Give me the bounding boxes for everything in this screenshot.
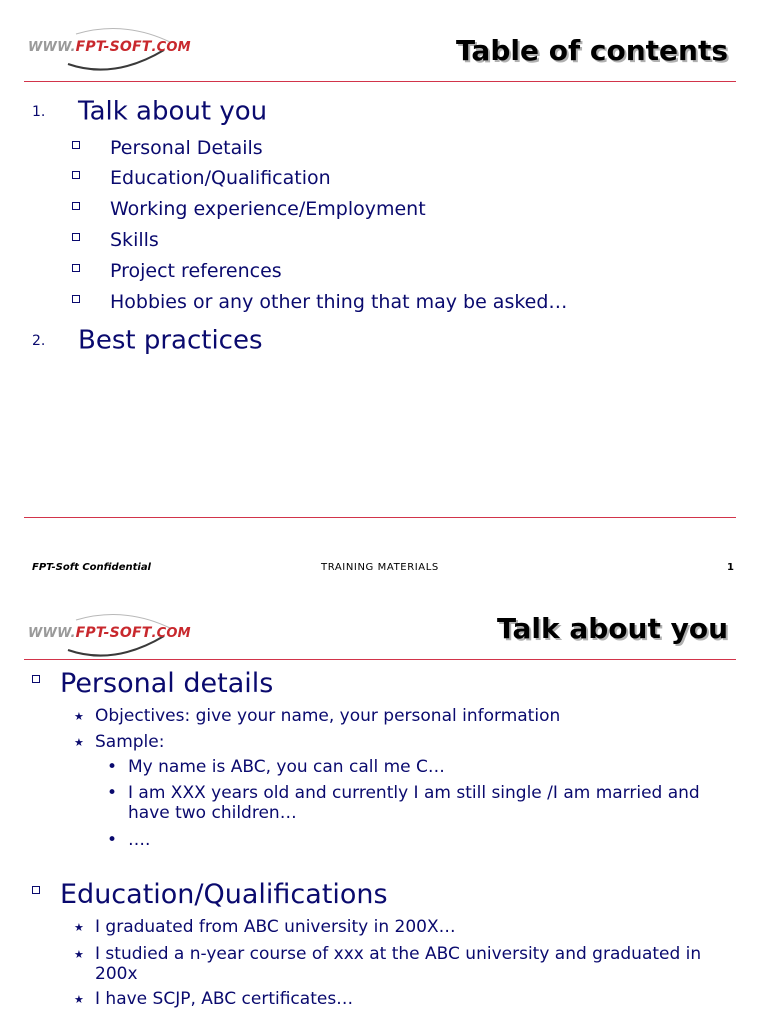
slide-title: Talk about you	[496, 612, 728, 645]
section-heading-label: Education/Qualifications	[60, 879, 388, 910]
slide-title: Table of contents	[455, 34, 728, 67]
toc-item-talk-about-you	[32, 96, 267, 127]
logo-text	[28, 625, 191, 641]
star-bullet-icon: ★	[74, 948, 84, 961]
list-item	[74, 732, 714, 752]
list-item	[74, 917, 714, 937]
toc-label: Best practices	[78, 325, 263, 356]
dot-bullet-icon: •	[107, 783, 118, 803]
star-bullet-icon: ★	[74, 710, 84, 723]
slide-talk-about-you	[0, 586, 768, 1024]
toc-subitem	[72, 198, 426, 220]
list-item-text: I graduated from ABC university in 200X…	[95, 917, 456, 937]
toc-subitem-label: Working experience/Employment	[110, 198, 426, 220]
toc-subitem-label: Project references	[110, 260, 282, 282]
toc-label: Talk about you	[78, 96, 268, 127]
toc-subitem	[72, 291, 567, 313]
fpt-soft-logo	[24, 20, 191, 76]
star-bullet-icon: ★	[74, 993, 84, 1006]
footer-confidential: FPT-Soft Confidential	[32, 562, 151, 573]
toc-subitem	[72, 260, 282, 282]
sample-item-text: My name is ABC, you can call me C…	[128, 757, 445, 777]
list-item-text: I have SCJP, ABC certificates…	[95, 989, 354, 1009]
list-item	[74, 706, 714, 726]
toc-subitem-label: Skills	[110, 229, 159, 251]
square-bullet-icon	[72, 295, 80, 303]
fpt-soft-logo	[24, 606, 191, 662]
square-bullet-icon	[72, 171, 80, 179]
toc-number: 1.	[32, 103, 46, 120]
logo-fpt: FPT-SOFT	[75, 39, 152, 55]
toc-subitem	[72, 137, 263, 159]
footer-divider	[24, 517, 736, 518]
title-divider	[24, 659, 736, 660]
logo-www: WWW.	[28, 626, 76, 641]
section-heading-education	[32, 879, 388, 910]
star-bullet-icon: ★	[74, 736, 84, 749]
dot-bullet-icon: •	[107, 757, 118, 777]
star-bullet-icon: ★	[74, 921, 84, 934]
toc-item-best-practices	[32, 325, 263, 356]
list-item	[74, 989, 714, 1009]
toc-subitem-label: Education/Qualification	[110, 167, 331, 189]
footer-training-materials: TRAINING MATERIALS	[321, 562, 439, 573]
list-item-text: I studied a n-year course of xxx at the ABC university and graduated in 200x	[95, 944, 702, 984]
section-heading-personal-details	[32, 668, 273, 699]
sample-item	[107, 830, 717, 850]
toc-subitem-label: Personal Details	[110, 137, 263, 159]
list-item	[74, 944, 714, 984]
list-item-text: Sample:	[95, 732, 165, 752]
square-bullet-icon	[72, 202, 80, 210]
list-item-text: Objectives: give your name, your personal information	[95, 706, 561, 726]
sample-item	[107, 757, 717, 777]
logo-com: .COM	[151, 626, 191, 641]
dot-bullet-icon: •	[107, 830, 118, 850]
square-bullet-icon	[72, 264, 80, 272]
toc-subitem-label: Hobbies or any other thing that may be asked…	[110, 291, 568, 313]
toc-number: 2.	[32, 332, 46, 349]
toc-subitem	[72, 167, 331, 189]
logo-fpt: FPT-SOFT	[75, 625, 152, 641]
sample-item-text: ….	[128, 830, 151, 850]
logo-text	[28, 39, 191, 55]
toc-subitem	[72, 229, 159, 251]
title-divider	[24, 81, 736, 82]
section-heading-label: Personal details	[60, 668, 274, 699]
square-bullet-icon	[72, 233, 80, 241]
square-bullet-icon	[32, 886, 40, 894]
square-bullet-icon	[72, 141, 80, 149]
square-bullet-icon	[32, 675, 40, 683]
sample-item-text: I am XXX years old and currently I am still single /I am married and have two children…	[128, 783, 700, 823]
logo-com: .COM	[151, 40, 191, 55]
logo-www: WWW.	[28, 40, 76, 55]
sample-item	[107, 783, 717, 823]
footer-page-number: 1	[727, 562, 734, 573]
